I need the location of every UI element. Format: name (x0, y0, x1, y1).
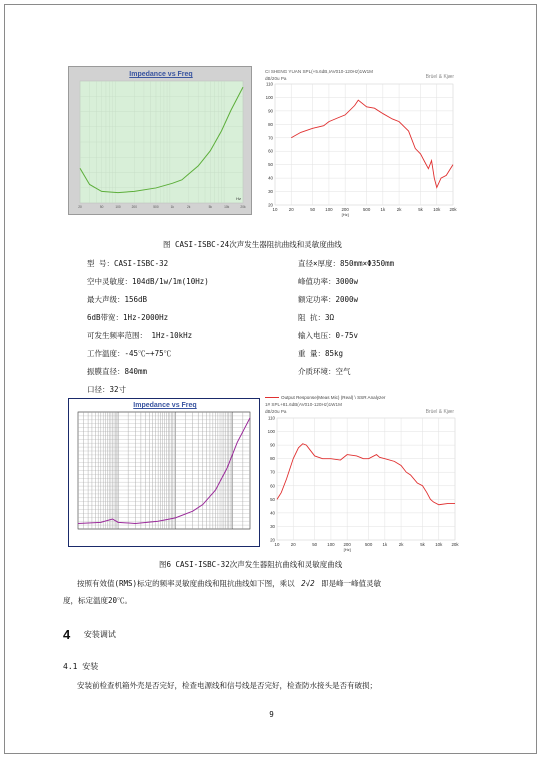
y-tick-label: 40 (268, 175, 273, 181)
plot-area (275, 84, 453, 205)
spec-right: 额定功率：2000w (298, 295, 359, 304)
spec-right: 重 量：85kg (298, 349, 344, 358)
page-number: 9 (269, 710, 274, 719)
impedance-chart-title: Impedance vs Freq (129, 71, 193, 78)
y-tick-label: 30 (268, 189, 273, 195)
x-tick-label: 100 (327, 542, 335, 547)
response-chart-yunit: dB/20u Pa (265, 76, 287, 81)
response-chart-bottom (262, 393, 462, 552)
x-tick-label: 100 (325, 207, 333, 212)
impedance-plot (69, 67, 253, 216)
x-tick-label: 500 (362, 207, 371, 212)
x-tick-label: 200 (343, 542, 351, 547)
x-tick-label: 20k (449, 207, 457, 212)
response-plot (260, 67, 460, 217)
paragraph-prefix: 按照有效值(RMS)标定的频率灵敏度曲线和阻抗曲线如下图，乘以 (77, 579, 295, 588)
y-tick-label: 70 (268, 135, 273, 141)
y-tick-label: 20 (270, 537, 275, 543)
x-tick-label: 500 (153, 205, 159, 209)
x-tick-label: 50 (310, 207, 316, 212)
section-number: 4 (63, 627, 71, 642)
x-tick-label: 2k (398, 542, 404, 547)
rms-paragraph-line2: 度，标定温度20℃。 (63, 596, 133, 605)
y-tick-label: 110 (268, 415, 275, 421)
spec-left: 振膜直径：840mm (87, 367, 148, 376)
section-title: 安装调试 (83, 630, 116, 639)
x-tick-label: 50 (99, 205, 104, 209)
x-tick-label: 20 (78, 205, 82, 209)
impedance-chart-title: Impedance vs Freq (133, 402, 197, 409)
y-tick-label: 90 (270, 442, 275, 448)
spec-right: 峰值功率：3000w (298, 277, 359, 286)
subsection-heading: 4.1 安装 (63, 662, 99, 671)
impedance-chart-top (68, 66, 252, 215)
spec-right: 阻 抗：3Ω (298, 313, 335, 322)
x-tick-label: 20k (240, 205, 246, 209)
response-chart-header: 1# SPL+81.6dB(AV010-120Hz)1W1M (265, 402, 342, 407)
figure-caption-bottom: 图6 CASI-ISBC-32次声发生器阻抗曲线和灵敏度曲线 (159, 560, 343, 569)
spec-left: 最大声级：156dB (87, 295, 148, 304)
spec-left: 工作温度：-45℃~+75℃ (87, 349, 172, 358)
body-text: 安装前检查机箱外壳是否完好，检查电源线和信号线是否完好，检查防水接头是否有破损； (77, 681, 377, 690)
spec-left: 可发生频率范围： 1Hz-10kHz (87, 331, 193, 340)
section-heading (63, 624, 116, 643)
spec-right: 直径×厚度：850mm×Φ350mm (298, 259, 395, 268)
y-tick-label: 60 (270, 483, 275, 489)
x-tick-label: 10 (274, 542, 280, 547)
y-tick-label: 100 (265, 94, 273, 100)
response-plot (262, 393, 462, 552)
x-tick-label: 500 (364, 542, 373, 547)
spec-left: 型 号：CASI-ISBC-32 (87, 259, 169, 268)
x-tick-label: 10k (224, 205, 230, 209)
x-tick-label: 5k (208, 205, 212, 209)
response-chart-yunit: dB/20u Pa (265, 409, 287, 414)
y-tick-label: 110 (266, 81, 273, 87)
x-tick-label: 1k (380, 207, 386, 212)
x-unit-label: Hz (236, 196, 241, 201)
legend-text: Output Response(Meas Mic) (Real) \ SSR Analyzer (281, 395, 386, 400)
x-tick-label: 1k (170, 205, 174, 209)
plot-area (277, 418, 455, 540)
x-tick-label: 20 (290, 542, 296, 547)
y-tick-label: 90 (268, 108, 273, 114)
y-tick-label: 100 (267, 429, 275, 435)
spec-right: 介质环境：空气 (298, 367, 351, 376)
response-chart-brand: Brüel & Kjær (425, 409, 454, 415)
x-tick-label: 10 (272, 207, 278, 212)
y-tick-label: 70 (270, 469, 275, 475)
paragraph-suffix: 即是峰一峰值灵敏 (321, 579, 382, 588)
x-tick-label: 200 (131, 205, 137, 209)
y-tick-label: 80 (268, 121, 273, 127)
y-tick-label: 20 (268, 202, 273, 208)
figure-caption-top: 图 CASI-ISBC-24次声发生器阻抗曲线和灵敏度曲线 (163, 240, 342, 249)
y-tick-label: 40 (270, 510, 275, 516)
x-unit-label: [Hz] (343, 547, 351, 552)
impedance-plot (69, 399, 261, 548)
y-tick-label: 60 (268, 148, 273, 154)
y-tick-label: 50 (270, 496, 275, 502)
math-expression: 2√2 (301, 579, 315, 588)
impedance-chart-bottom (68, 398, 260, 547)
response-chart-brand: Brüel & Kjær (425, 74, 454, 80)
spec-left: 口径：32寸 (87, 385, 127, 394)
x-tick-label: 10k (433, 207, 441, 212)
y-tick-label: 80 (270, 456, 275, 462)
x-unit-label: [Hz] (341, 212, 349, 217)
x-tick-label: 50 (312, 542, 318, 547)
y-tick-label: 50 (268, 162, 273, 168)
x-tick-label: 10k (435, 542, 443, 547)
response-chart-header: CI SHENG YUAN SPL(+5.6dB,IAV010-120Hz)1W1M (265, 69, 373, 74)
x-tick-label: 200 (341, 207, 349, 212)
x-tick-label: 5k (418, 207, 423, 212)
spec-left: 空中灵敏度：104dB/1w/1m(10Hz) (87, 277, 209, 286)
document-page (4, 4, 537, 754)
x-tick-label: 1k (382, 542, 388, 547)
x-tick-label: 2k (186, 205, 191, 209)
x-tick-label: 20k (451, 542, 459, 547)
x-tick-label: 2k (396, 207, 402, 212)
x-tick-label: 100 (115, 205, 121, 209)
rms-paragraph-line1 (77, 578, 381, 589)
y-tick-label: 30 (270, 523, 275, 529)
x-tick-label: 20 (288, 207, 294, 212)
response-chart-top (260, 67, 460, 217)
spec-right: 输入电压：0-75v (298, 331, 359, 340)
spec-left: 6dB带宽：1Hz-2000Hz (87, 313, 169, 322)
x-tick-label: 5k (420, 542, 425, 547)
